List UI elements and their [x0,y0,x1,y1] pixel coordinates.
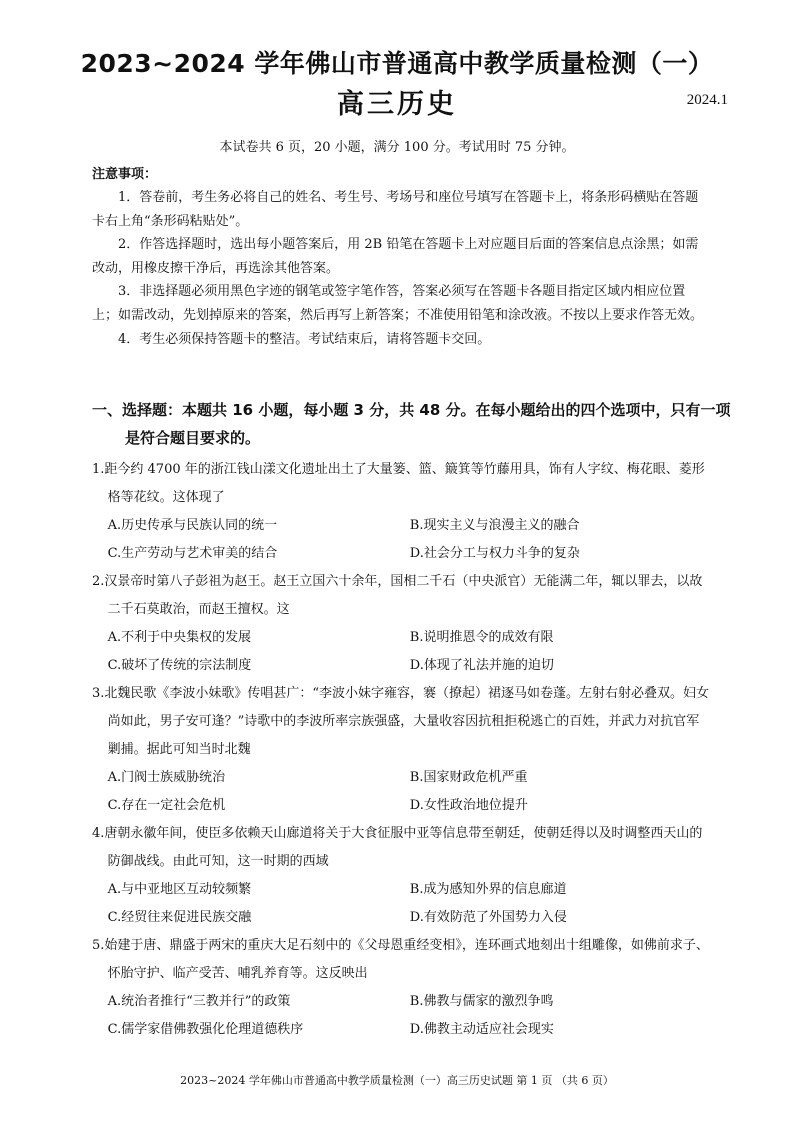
note-item: 1．答卷前，考生务必将自己的姓名、考生号、考场号和座位号填写在答题卡上，将条形码横贴在答题卡右上角“条形码粘贴处”。 [92,190,699,229]
option-d: D.社会分工与权力斗争的复杂 [409,546,580,561]
option-a: A.门阀士族威胁统治 [107,770,226,785]
question-1 [92,456,712,568]
option-a: A.与中亚地区互动较频繁 [107,882,252,897]
page-footer: 2023~2024 学年佛山市普通高中教学质量检测（一）高三历史试题 第 1 页 （共 6 页） [180,1074,614,1087]
exam-intro: 本试卷共 6 页，20 小题，满分 100 分。考试用时 75 分钟。 [219,140,575,155]
note-item: 3．非选择题必须用黑色字迹的钢笔或签字笔作答，答案必须写在答题卡各题目指定区域内相应位置上；如需改动，先划掉原来的答案，然后再写上新答案；不准使用铅笔和涂改液。不按以上要求作答无效。 [92,284,704,323]
note-item: 4．考生必须保持答题卡的整洁。考试结束后，请将答题卡交回。 [118,331,491,347]
question-options [92,764,712,820]
option-b: B.现实主义与浪漫主义的融合 [409,518,580,533]
option-d: D.体现了礼法并施的迫切 [409,658,554,673]
exam-date: 2024.1 [686,92,728,108]
section-heading: 一、选择题：本题共 16 小题，每小题 3 分，共 48 分。在每小题给出的四个选项中，只有一项是符合题目要求的。 [92,401,731,447]
question-stem: 2.汉景帝时第八子彭祖为赵王。赵王立国六十余年，国相二千石（中央派官）无能满二年，辄以罪去，以故二千石莫敢治，而赵王擅权。这 [92,574,703,617]
option-a: A.历史传承与民族认同的统一 [107,518,278,533]
question-options [92,988,712,1044]
option-d: D.女性政治地位提升 [409,798,528,813]
option-c: C.生产劳动与艺术审美的结合 [107,546,278,561]
question-options [92,624,712,680]
option-c: C.破坏了传统的宗法制度 [107,658,252,673]
exam-subject: 高三历史 [337,89,457,120]
question-2 [92,568,712,680]
question-stem: 3.北魏民歌《李波小妹歌》传唱甚广：“李波小妹字雍容，褰（撩起）裙逐马如卷蓬。左射右射必叠双。妇女尚如此，男子安可逢？”诗歌中的李波所率宗族强盛，大量收容因抗租拒税逃亡的百姓，并武力对抗官军剿捕。据此可知当时北魏 [92,686,710,757]
option-b: B.佛教与儒家的激烈争鸣 [409,994,554,1009]
option-d: D.有效防范了外国势力入侵 [409,910,567,925]
question-4 [92,820,712,932]
question-5 [92,932,712,1044]
question-stem: 4.唐朝永徽年间，使臣多依赖天山廊道将关于大食征服中亚等信息带至朝廷，使朝廷得以及时调整西天山的防御战线。由此可知，这一时期的西域 [92,826,703,869]
question-stem: 5.始建于唐、鼎盛于两宋的重庆大足石刻中的《父母恩重经变相》，连环画式地刻出十组雕像，如佛前求子、怀胎守护、临产受苦、哺乳养育等。这反映出 [92,938,709,981]
option-c: C.儒学家借佛教强化伦理道德秩序 [107,1022,304,1037]
option-b: B.成为感知外界的信息廊道 [409,882,567,897]
option-a: A.统治者推行“三教并行”的政策 [107,994,291,1009]
option-a: A.不利于中央集权的发展 [107,630,252,645]
question-options [92,876,712,932]
note-item: 2．作答选择题时，选出每小题答案后，用 2B 铅笔在答题卡上对应题目后面的答案信息点涂黑；如需改动，用橡皮擦干净后，再选涂其他答案。 [92,237,699,276]
option-c: C.经贸往来促进民族交融 [107,910,252,925]
option-c: C.存在一定社会危机 [107,798,226,813]
question-options [92,512,712,568]
notes-heading: 注意事项： [92,167,158,182]
option-b: B.说明推恩令的成效有限 [409,630,554,645]
option-d: D.佛教主动适应社会现实 [409,1022,554,1037]
exam-title: 2023~2024 学年佛山市普通高中教学质量检测（一） [80,49,714,78]
question-3 [92,680,712,820]
question-list [92,456,712,1044]
notes-list [92,186,704,351]
question-stem: 1.距今约 4700 年的浙江钱山漾文化遗址出土了大量篓、篮、簸箕等竹藤用具，饰有人字纹、梅花眼、菱形格等花纹。这体现了 [92,462,705,505]
option-b: B.国家财政危机严重 [409,770,528,785]
